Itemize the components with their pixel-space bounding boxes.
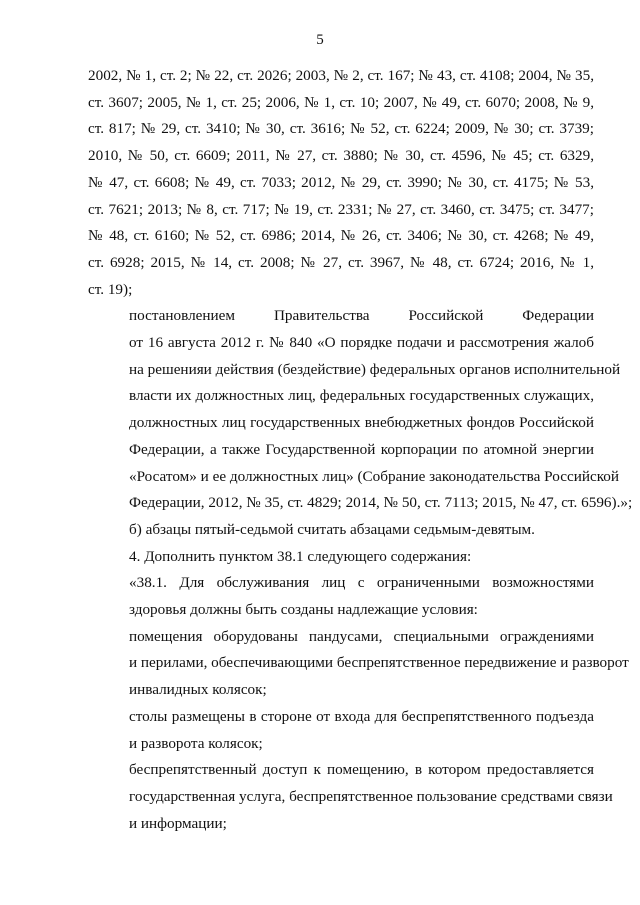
text-line: и информации; <box>129 814 227 832</box>
text-line: № 48, ст. 6160; № 52, ст. 6986; 2014, № 26, ст. 3406; № 30, ст. 4268; № 49, <box>88 227 594 245</box>
text-line: здоровья должны быть созданы надлежащие условия: <box>129 601 478 619</box>
text-line: ст. 3607; 2005, № 1, ст. 25; 2006, № 1, ст. 10; 2007, № 49, ст. 6070; 2008, № 9, <box>88 93 594 111</box>
text-line: постановлением Правительства Российской Федерации <box>129 307 594 325</box>
text-line: и разворота колясок; <box>129 734 263 752</box>
text-line: должностных лиц государственных внебюджетных фондов Российской <box>129 414 594 432</box>
text-line: «38.1. Для обслуживания лиц с ограниченными возможностями <box>129 574 594 592</box>
text-line: ст. 6928; 2015, № 14, ст. 2008; № 27, ст. 3967, № 48, ст. 6724; 2016, № 1, <box>88 253 594 271</box>
text-line: Федерации, а также Государственной корпорации по атомной энергии <box>129 440 594 458</box>
paragraph-item-b <box>88 517 594 544</box>
text-line: от 16 августа 2012 г. № 840 «О порядке подачи и рассмотрения жалоб <box>129 334 594 352</box>
text-line: инвалидных колясок; <box>129 681 267 699</box>
paragraph-condition-ramps <box>88 624 629 704</box>
paragraph-condition-tables <box>88 704 594 757</box>
paragraph-item-4 <box>88 544 594 571</box>
text-line: ст. 7621; 2013; № 8, ст. 717; № 19, ст. 2331; № 27, ст. 3460, ст. 3475; ст. 3477; <box>88 200 594 218</box>
paragraph-citation-continuation <box>88 63 594 303</box>
text-line: 2002, № 1, ст. 2; № 22, ст. 2026; 2003, № 2, ст. 167; № 43, ст. 4108; 2004, № 35, <box>88 67 594 84</box>
text-line: столы размещены в стороне от входа для беспрепятственного подъезда <box>129 707 594 725</box>
text-line: власти их должностных лиц, федеральных государственных служащих, <box>129 387 594 405</box>
text-line: № 47, ст. 6608; № 49, ст. 7033; 2012, № 29, ст. 3990; № 30, ст. 4175; № 53, <box>88 173 594 191</box>
text-line: на решенияи действия (бездействие) федеральных органов исполнительной <box>129 360 621 378</box>
text-line: и перилами, обеспечивающими беспрепятственное передвижение и разворот <box>129 654 629 672</box>
text-line: помещения оборудованы пандусами, специальными ограждениями <box>129 627 594 645</box>
text-line: Федерации, 2012, № 35, ст. 4829; 2014, № 50, ст. 7113; 2015, № 47, ст. 6596).»; <box>129 494 633 512</box>
text-line: 2010, № 50, ст. 6609; 2011, № 27, ст. 3880; № 30, ст. 4596, № 45; ст. 6329, <box>88 147 594 165</box>
text-line: беспрепятственный доступ к помещению, в котором предоставляется <box>129 761 594 779</box>
document-body <box>88 63 633 837</box>
text-line: ст. 817; № 29, ст. 3410; № 30, ст. 3616; № 52, ст. 6224; 2009, № 30; ст. 3739; <box>88 120 594 138</box>
paragraph-government-resolution <box>88 303 633 517</box>
text-line: 4. Дополнить пунктом 38.1 следующего содержания: <box>129 547 472 565</box>
text-line: ст. 19); <box>88 280 133 298</box>
text-line: б) абзацы пятый-седьмой считать абзацами седьмым-девятым. <box>129 520 535 538</box>
text-line: «Росатом» и ее должностных лиц» (Собрание законодательства Российской <box>129 467 620 485</box>
text-line: государственная услуга, беспрепятственное пользование средствами связи <box>129 787 613 805</box>
paragraph-clause-38-1 <box>88 570 594 623</box>
page-number: 5 <box>316 32 324 48</box>
paragraph-condition-access <box>88 757 613 837</box>
